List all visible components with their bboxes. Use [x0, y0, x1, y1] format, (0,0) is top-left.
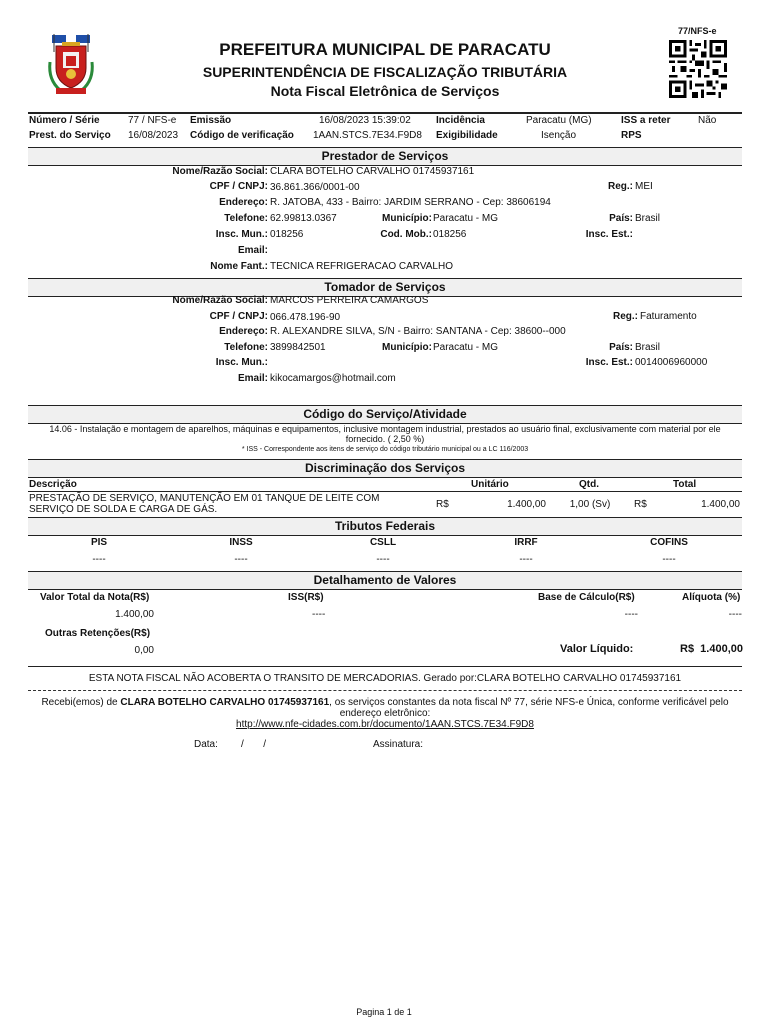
- aliquota-label: Alíquota (%): [682, 592, 741, 603]
- prestador-section-title: Prestador de Serviços: [28, 147, 742, 166]
- tomador-email-value: kikocamargos@hotmail.com: [270, 373, 396, 384]
- col-descricao: Descrição: [29, 479, 77, 490]
- prestador-insc-mun-value: 018256: [270, 229, 304, 240]
- prestador-cpf-value: 36.861.366/0001-00: [270, 182, 360, 193]
- codigo-verificacao-label: Código de verificação: [190, 130, 294, 141]
- valor-total-label: Valor Total da Nota(R$): [40, 592, 150, 603]
- tomador-endereco-value: R. ALEXANDRE SILVA, S/N - Bairro: SANTANA - Cep: 38600--000: [270, 326, 566, 337]
- tomador-municipio-value: Paracatu - MG: [433, 342, 499, 353]
- tributo-csll-label: CSLL: [369, 537, 397, 548]
- footer-notice: ESTA NOTA FISCAL NÃO ACOBERTA O TRANSITO DE MERCADORIAS. Gerado por:CLARA BOTELHO CARVALHO 01745937161: [88, 673, 682, 684]
- col-qtd: Qtd.: [579, 479, 599, 490]
- valor-total-value: 1.400,00: [115, 609, 154, 620]
- prestador-cpf-label: CPF / CNPJ:: [209, 181, 268, 192]
- qr-code: [668, 40, 728, 98]
- emissao-label: Emissão: [190, 115, 232, 126]
- footer-divider: [28, 666, 742, 667]
- tomador-nome-label: Nome/Razão Social:: [172, 295, 268, 306]
- tributo-csll-value: ----: [376, 554, 390, 565]
- tomador-pais-value: Brasil: [635, 342, 661, 353]
- iss-reter-value: Não: [698, 115, 717, 126]
- receipt-post: , os serviços constantes da nota fiscal Nº 77, série NFS-e Única, conforme verificável pelo: [329, 697, 729, 708]
- outras-retencoes-value: 0,00: [134, 645, 154, 656]
- receipt-line2: endereço eletrônico:: [339, 708, 431, 719]
- valores-section-title: Detalhamento de Valores: [28, 571, 742, 590]
- servico-unit-currency: R$: [436, 499, 449, 510]
- tributo-inss-value: ----: [234, 554, 248, 565]
- tomador-reg-value: Faturamento: [640, 311, 697, 322]
- tomador-insc-est-value: 0014006960000: [635, 357, 708, 368]
- prestador-cod-mob-label: Cod. Mob.:: [380, 229, 432, 240]
- receipt-line1: [28, 697, 742, 708]
- prestador-reg-label: Reg.:: [608, 181, 633, 192]
- receipt-name: CLARA BOTELHO CARVALHO 01745937161: [120, 697, 330, 708]
- tomador-municipio-label: Município:: [382, 342, 432, 353]
- codigo-verificacao-value: 1AAN.STCS.7E34.F9D8: [313, 130, 422, 141]
- data-label: Data:: [194, 739, 218, 750]
- codigo-servico-line1: 14.06 - Instalação e montagem de aparelhos, máquinas e equipamentos, inclusive montagem industrial, prestados ao usuário final, exclusivamente com material por ele: [49, 424, 721, 434]
- nfse-tag: 77/NFS-e: [678, 26, 717, 36]
- exigibilidade-label: Exigibilidade: [436, 130, 498, 141]
- servico-descricao-line2: SERVIÇO DE SOLDA E CARGA DE GÁS.: [29, 504, 218, 515]
- page-title: PREFEITURA MUNICIPAL DE PARACATU: [219, 40, 551, 59]
- prestador-municipio-label: Município:: [382, 213, 432, 224]
- col-unitario: Unitário: [471, 479, 509, 490]
- tomador-nome-value: MARCOS PERREIRA CAMARGOS: [270, 295, 429, 306]
- servico-qtd: 1,00 (Sv): [569, 499, 611, 510]
- tomador-cpf-value: 066.478.196-90: [270, 312, 341, 323]
- iss-reter-label: ISS a reter: [621, 115, 671, 126]
- numero-serie-value: 77 / NFS-e: [128, 115, 177, 126]
- tributo-cofins-label: COFINS: [650, 537, 688, 548]
- tributo-cofins-value: ----: [662, 554, 676, 565]
- prestador-municipio-value: Paracatu - MG: [433, 213, 499, 224]
- prestador-nome-label: Nome/Razão Social:: [172, 166, 268, 177]
- verification-link[interactable]: http://www.nfe-cidades.com.br/documento/1AAN.STCS.7E34.F9D8: [236, 719, 534, 730]
- tomador-telefone-label: Telefone:: [224, 342, 268, 353]
- coat-of-arms-logo: [46, 32, 96, 98]
- base-calculo-label: Base de Cálculo(R$): [538, 592, 635, 603]
- data-slashes: / /: [241, 739, 267, 750]
- prestador-nome-fantasia-label: Nome Fant.:: [210, 261, 268, 272]
- iss-value: ----: [312, 609, 326, 620]
- numero-serie-label: Número / Série: [29, 115, 100, 126]
- servico-descricao-line1: PRESTAÇÃO DE SERVIÇO, MANUTENÇÃO EM 01 TANQUE DE LEITE COM: [29, 493, 380, 504]
- tomador-insc-est-label: Insc. Est.:: [585, 357, 633, 368]
- tributo-irrf-value: ----: [519, 554, 533, 565]
- assinatura-label: Assinatura:: [373, 739, 424, 750]
- col-total: Total: [673, 479, 697, 490]
- incidencia-value: Paracatu (MG): [526, 115, 592, 126]
- prestador-insc-est-label: Insc. Est.:: [585, 229, 633, 240]
- outras-retencoes-label: Outras Retenções(R$): [45, 628, 151, 639]
- valor-liquido-label: Valor Líquido:: [560, 643, 634, 655]
- tomador-cpf-label: CPF / CNPJ:: [209, 311, 268, 322]
- discriminacao-section-title: Discriminação dos Serviços: [28, 459, 742, 478]
- prestador-endereco-value: R. JATOBA, 433 - Bairro: JARDIM SERRANO - Cep: 38606194: [270, 197, 551, 208]
- servico-total: 1.400,00: [701, 499, 740, 510]
- cut-line: [28, 690, 742, 691]
- incidencia-label: Incidência: [436, 115, 485, 126]
- tributos-section-title: Tributos Federais: [28, 517, 742, 536]
- tributo-pis-value: ----: [92, 554, 106, 565]
- valor-liquido-value: R$ 1.400,00: [680, 643, 743, 655]
- base-calculo-value: ----: [624, 609, 638, 620]
- tomador-insc-mun-label: Insc. Mun.:: [215, 357, 268, 368]
- prestador-insc-mun-label: Insc. Mun.:: [215, 229, 268, 240]
- prestador-reg-value: MEI: [635, 181, 653, 192]
- exigibilidade-value: Isenção: [541, 130, 577, 141]
- tributo-pis-label: PIS: [90, 537, 108, 548]
- document-title: Nota Fiscal Eletrônica de Serviços: [270, 83, 500, 99]
- iss-label: ISS(R$): [288, 592, 324, 603]
- tomador-endereco-label: Endereço:: [219, 326, 268, 337]
- page-number: Pagina 1 de 1: [356, 1007, 412, 1017]
- prestador-telefone-value: 62.99813.0367: [270, 213, 337, 224]
- codigo-servico-section-title: Código do Serviço/Atividade: [28, 405, 742, 424]
- prestador-endereco-label: Endereço:: [219, 197, 268, 208]
- rps-label: RPS: [621, 130, 642, 141]
- codigo-servico-line2: fornecido. ( 2,50 %): [345, 434, 425, 444]
- codigo-servico-note: * ISS - Correspondente aos itens de serviço do código tributário municipal ou a LC 116/2003: [241, 446, 529, 453]
- prestador-nome-value: CLARA BOTELHO CARVALHO 01745937161: [270, 166, 475, 177]
- prestador-nome-fantasia-value: TECNICA REFRIGERACAO CARVALHO: [270, 261, 453, 272]
- receipt-pre: Recebi(emos) de: [41, 697, 121, 708]
- prestador-pais-label: País:: [609, 213, 633, 224]
- prest-servico-label: Prest. do Serviço: [29, 130, 111, 141]
- tomador-pais-label: País:: [609, 342, 633, 353]
- tomador-telefone-value: 3899842501: [270, 342, 326, 353]
- prestador-cod-mob-value: 018256: [433, 229, 467, 240]
- prestador-email-label: Email:: [237, 245, 268, 256]
- prestador-telefone-label: Telefone:: [224, 213, 268, 224]
- emissao-value: 16/08/2023 15:39:02: [319, 115, 411, 126]
- tomador-reg-label: Reg.:: [613, 311, 638, 322]
- tributo-irrf-label: IRRF: [514, 537, 538, 548]
- info-top-border: [28, 112, 742, 114]
- tomador-section-title: Tomador de Serviços: [28, 278, 742, 297]
- page-subtitle: SUPERINTENDÊNCIA DE FISCALIZAÇÃO TRIBUTÁRIA: [202, 64, 568, 80]
- servico-total-currency: R$: [634, 499, 647, 510]
- prest-servico-value: 16/08/2023: [128, 130, 179, 141]
- servico-unitario: 1.400,00: [507, 499, 546, 510]
- tomador-email-label: Email:: [237, 373, 268, 384]
- prestador-pais-value: Brasil: [635, 213, 661, 224]
- discriminacao-header-divider: [28, 491, 742, 492]
- aliquota-value: ----: [728, 609, 742, 620]
- tributo-inss-label: INSS: [229, 537, 253, 548]
